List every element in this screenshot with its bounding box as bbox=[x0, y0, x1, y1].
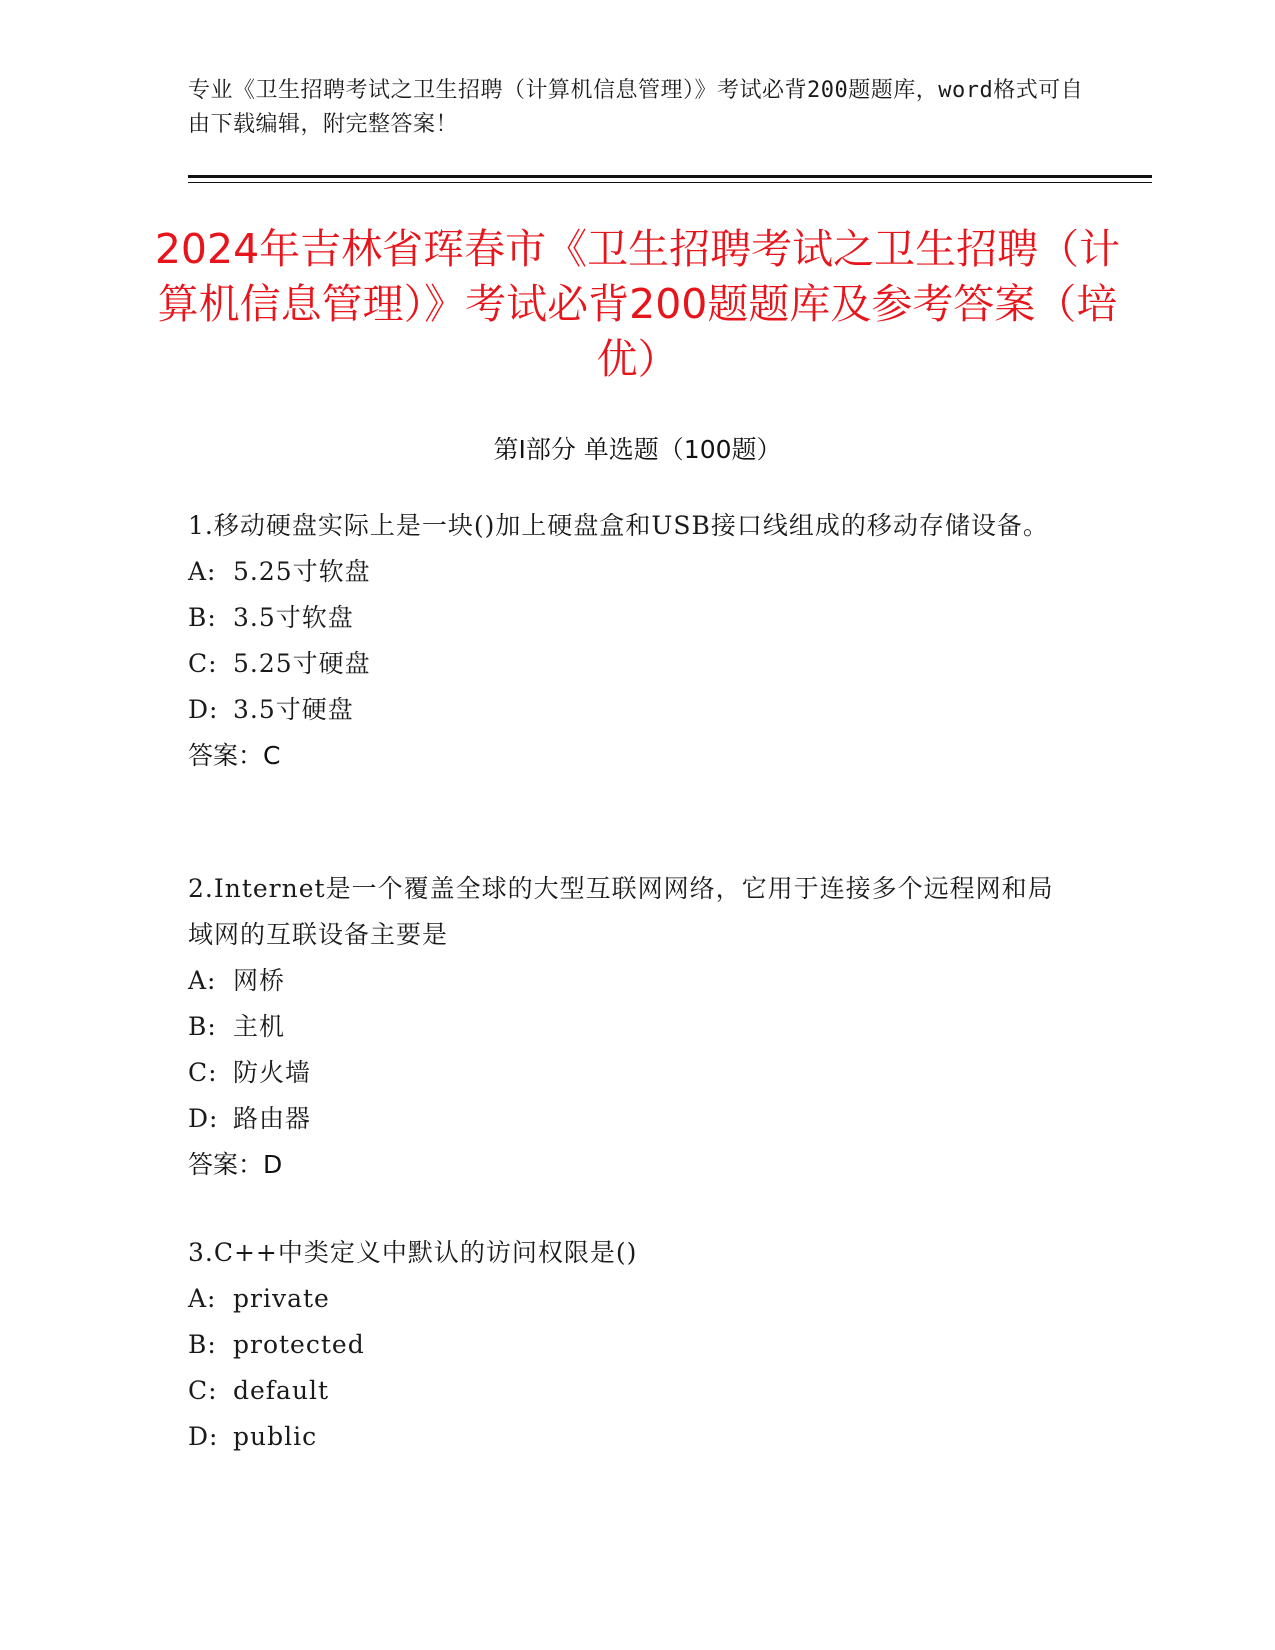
option-text: 5.25寸软盘 bbox=[233, 557, 371, 586]
option-text: private bbox=[233, 1284, 330, 1313]
option-key: B: bbox=[188, 1330, 217, 1359]
option-a bbox=[188, 549, 1068, 595]
option-text: 3.5寸软盘 bbox=[233, 603, 354, 632]
question-2 bbox=[188, 866, 1068, 1188]
option-key: D: bbox=[188, 1422, 219, 1451]
option-key: D: bbox=[188, 695, 219, 724]
option-key: C: bbox=[188, 1376, 218, 1405]
answer-line: 答案：C bbox=[188, 741, 281, 770]
answer-line: 答案：D bbox=[188, 1150, 283, 1179]
header-divider-thin bbox=[188, 182, 1152, 183]
option-key: A: bbox=[188, 1284, 217, 1313]
option-key: B: bbox=[188, 1012, 217, 1041]
header-divider-thick bbox=[188, 175, 1152, 178]
option-b bbox=[188, 595, 1068, 641]
option-text: 网桥 bbox=[233, 966, 286, 995]
option-text: 路由器 bbox=[233, 1104, 312, 1133]
question-1 bbox=[188, 503, 1068, 779]
option-d bbox=[188, 1096, 1068, 1142]
option-key: A: bbox=[188, 557, 217, 586]
question-stem: 3.C++中类定义中默认的访问权限是() bbox=[188, 1238, 638, 1267]
option-a bbox=[188, 958, 1068, 1004]
option-text: default bbox=[233, 1376, 330, 1405]
option-text: protected bbox=[233, 1330, 365, 1359]
question-stem: 1.移动硬盘实际上是一块()加上硬盘盒和USB接口线组成的移动存储设备。 bbox=[188, 511, 1049, 540]
option-d bbox=[188, 1414, 1068, 1460]
option-key: B: bbox=[188, 603, 217, 632]
option-text: 主机 bbox=[233, 1012, 286, 1041]
option-key: A: bbox=[188, 966, 217, 995]
option-c bbox=[188, 1050, 1068, 1096]
option-c bbox=[188, 641, 1068, 687]
option-text: 3.5寸硬盘 bbox=[233, 695, 354, 724]
option-key: C: bbox=[188, 649, 218, 678]
question-stem: 2.Internet是一个覆盖全球的大型互联网网络，它用于连接多个远程网和局域网的互联设备主要是 bbox=[188, 874, 1054, 949]
option-c bbox=[188, 1368, 1068, 1414]
option-text: public bbox=[233, 1422, 318, 1451]
option-key: D: bbox=[188, 1104, 219, 1133]
option-b bbox=[188, 1322, 1068, 1368]
section-title: 第Ⅰ部分 单选题（100题） bbox=[493, 435, 782, 464]
option-key: C: bbox=[188, 1058, 218, 1087]
option-d bbox=[188, 687, 1068, 733]
question-3 bbox=[188, 1230, 1068, 1460]
option-text: 防火墙 bbox=[233, 1058, 312, 1087]
header-note: 专业《卫生招聘考试之卫生招聘（计算机信息管理）》考试必背200题题库，word格式可自由下载编辑，附完整答案！ bbox=[188, 78, 1084, 137]
option-b bbox=[188, 1004, 1068, 1050]
option-text: 5.25寸硬盘 bbox=[233, 649, 371, 678]
option-a bbox=[188, 1276, 1068, 1322]
document-title: 2024年吉林省珲春市《卫生招聘考试之卫生招聘（计算机信息管理）》考试必背200题题库及参考答案（培优） bbox=[154, 225, 1121, 383]
